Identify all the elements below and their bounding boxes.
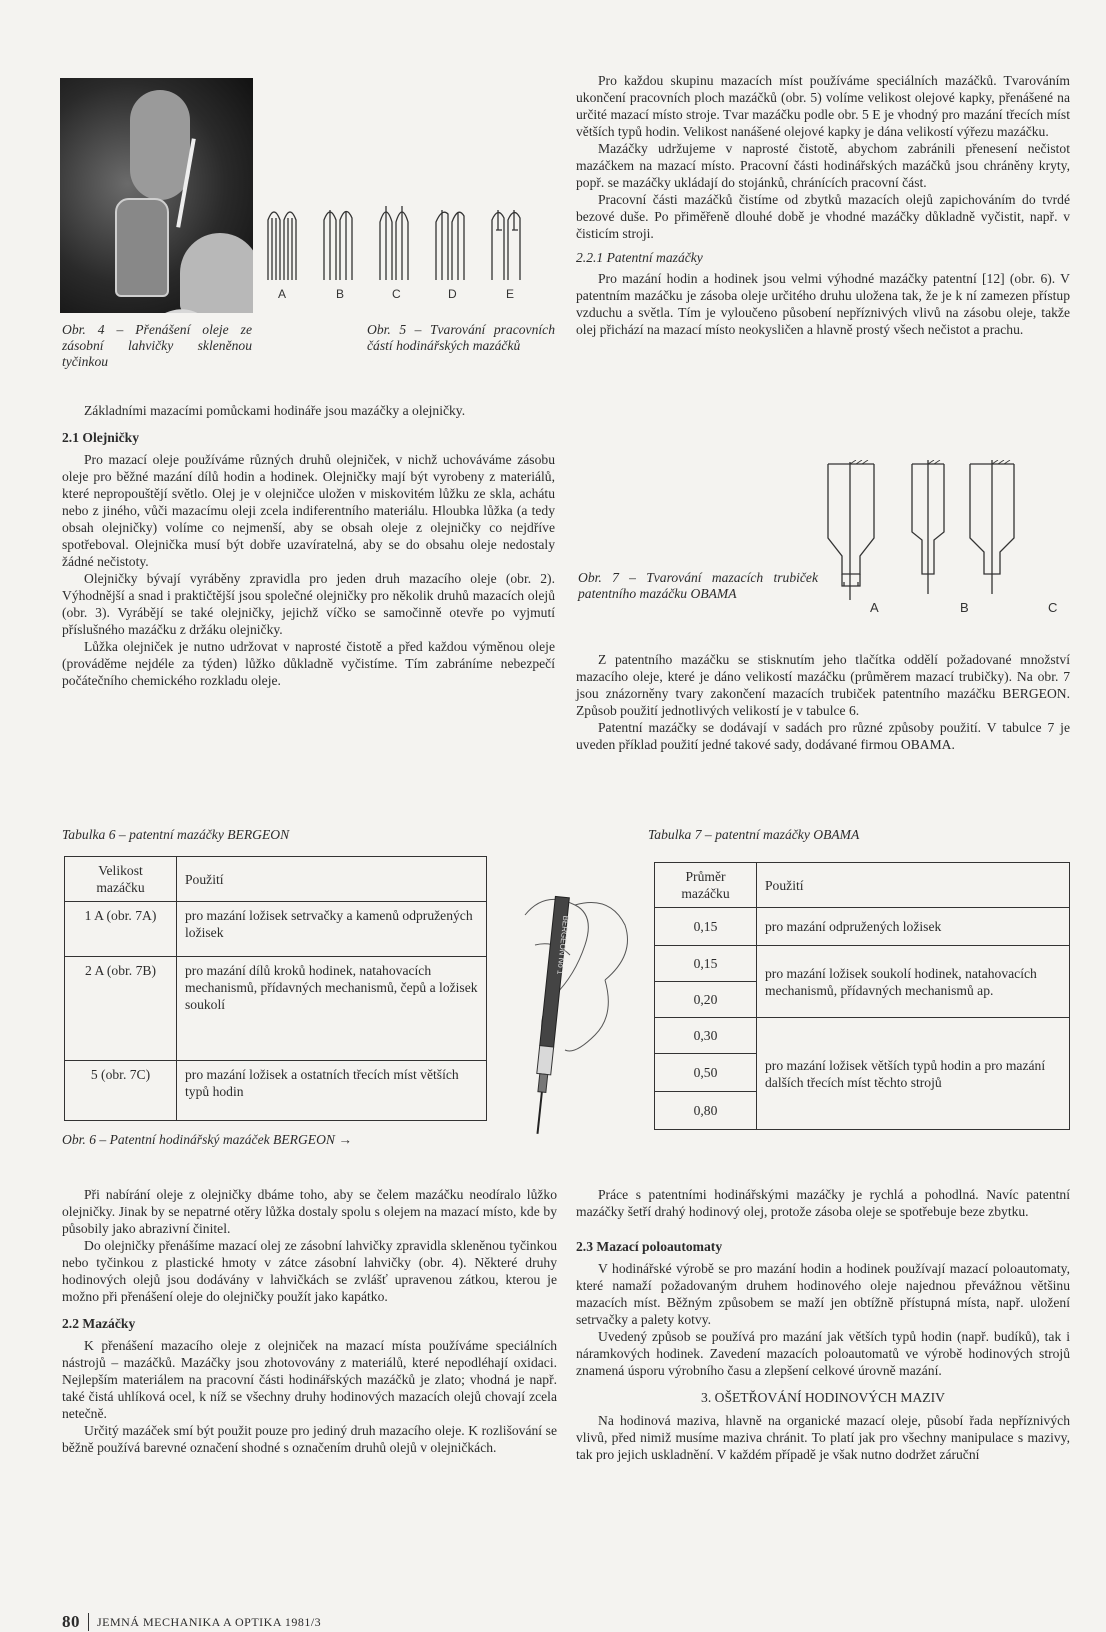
page-number: 80 [62,1612,80,1631]
fig5-caption: Obr. 5 – Tvarování pracovních částí hodinářských mazáčků [367,322,555,353]
table-cell: 0,50 [655,1054,757,1092]
paragraph: Pro mazání hodin a hodinek jsou velmi výhodné mazáčky patentní [12] (obr. 6). V patentním mazáčku je zásoba oleje určitého druhu uložena tak, že je k ní zamezen přístup vzduchu a světla. Tím je vyloučeno působení nepříznivých vlivů na zásobu oleje, takže olej přichází na mazací místo neokysličen a hlavně prostý všech nečistot a prachu. [576,271,1070,337]
table-row [65,902,487,957]
table-cell: 0,80 [655,1092,757,1130]
fig5-label-b: B [336,287,345,301]
table-cell: pro mazání ložisek větších typů hodin a pro mazání dalších třecích míst těchto strojů [757,1018,1070,1130]
fig5-drawing [262,200,557,315]
heading-2-2-1: 2.2.1 Patentní mazáčky [576,250,703,265]
paragraph: Při nabírání oleje z olejničky dbáme toho, aby se čelem mazáčku neodíralo lůžko olejničky. Jinak by se nepatrné otěry lůžka dostaly spolu s olejem na mazací místo, kde by působily jako abrazivní činitel. [62,1187,557,1236]
fig6-caption: Obr. 6 – Patentní hodinářský mazáček BERGEON → [62,1132,352,1147]
fig7-label-c: C [1048,600,1058,615]
table-row [65,957,487,1061]
fig7-caption: Obr. 7 – Tvarování mazacích trubiček patentního mazáčku OBAMA [578,570,818,601]
intro-paragraph: Základními mazacími pomůckami hodináře jsou mazáčky a olejničky. [84,403,466,418]
journal-name: JEMNÁ MECHANIKA A OPTIKA 1981/3 [97,1614,322,1629]
right-column-bottom [576,1186,1070,1463]
table-row [65,1061,487,1121]
table-cell: pro mazání ložisek setrvačky a kamenů odpružených ložisek [177,902,487,957]
fig7-label-a: A [870,600,879,615]
page-footer [62,1612,321,1632]
table-cell: 1 A (obr. 7A) [65,902,177,957]
footer-divider [88,1613,89,1631]
right-column-top [576,72,1070,338]
paragraph: Pracovní části mazáčků čistíme od zbytků mazacích olejů zapichováním do tvrdé bezové duše. Po přiměřeně dlouhé době je vhodné mazáčky důkladně vyčistit, např. v čisticím stroji. [576,192,1070,241]
table-cell: 0,15 [655,908,757,946]
heading-2-1: 2.1 Olejničky [62,430,140,445]
table7 [654,862,1070,1130]
table7-header-row [655,863,1070,908]
paragraph: Určitý mazáček smí být použit pouze pro jediný druh mazacího oleje. K rozlišování se běžně používá barevné označení shodné s označením druhů olejů v olejničkách. [62,1423,557,1455]
fig5-label-d: D [448,287,457,301]
paragraph: K přenášení mazacího oleje z olejniček na mazací místa používáme speciálních nástrojů – mazáčků. Mazáčky jsou zhotovovány z materiálů, které nepodléhají oxidaci. Nejlepším materiálem na pracovní části hodinářských mazáčků je zlato; vhodná je např. také čistá uhlíková ocel, k níž se všechny druhy hodinových mazacích olejů chovají zcela netečně. [62,1338,557,1421]
table-cell: pro mazání dílů kroků hodinek, natahovacích mechanismů, přídavných mechanismů, čepů a ložisek soukolí [177,957,487,1061]
paragraph: Uvedený způsob se používá pro mazání jak větších typů hodin (např. budíků), tak i náramkových hodinek. Zavedení mazacích poloautomatů ve výrobě hodinových strojů znamená úsporu výrobního času a zlepšení celkové úrovně mazání. [576,1329,1070,1378]
table-cell: 0,15 [655,946,757,982]
table6-header-size: Velikost mazáčku [65,857,177,902]
paragraph: Olejničky bývají vyráběny zpravidla pro jeden druh mazacího oleje (obr. 2). Výhodnější a snad i praktičtější jsou společné olejničky pro několik druhů mazacích olejů (obr. 3). Vyrábějí se také olejničky, jejichž víčko se samočinně otevře po vyjmutí příslušného mazáčku z držáku olejničky. [62,571,555,637]
paragraph: V hodinářské výrobě se pro mazání hodin a hodinek používají mazací poloautomaty, které namaží požadovaným druhem hodinového oleje najednou převážnou většinu mazacích míst. Běžným způsobem se maží jen obtížně přístupná místa, např. uložení setrvačky a palety kotvy. [576,1261,1070,1327]
paragraph: Práce s patentními hodinářskými mazáčky je rychlá a pohodlná. Navíc patentní mazáčky šetří drahý hodinový olej, protože zásoba oleje se spotřebuje beze zbytku. [576,1187,1070,1219]
fig7-label-b: B [960,600,969,615]
heading-2-3: 2.3 Mazací poloautomaty [576,1239,723,1254]
table6-header-use: Použití [177,857,487,902]
table-cell: pro mazání ložisek soukolí hodinek, natahovacích mechanismů, přídavných mechanismů ap. [757,946,1070,1018]
paragraph: Lůžka olejniček je nutno udržovat v naprosté čistotě a před každou výměnou oleje (prováděme nejdéle za týden) lůžko důkladně vyčistíme. Tím zabráníme nebezpečí počátečního chemického rozkladu oleje. [62,639,555,688]
paragraph: Z patentního mazáčku se stisknutím jeho tlačítka oddělí požadované množství mazacího oleje, které je dáno velikostí mazáčku (průměrem mazací trubičky). Na obr. 7 jsou znázorněny tvary zakončení mazacích trubiček patentního mazáčku BERGEON. Způsob použití jednotlivých velikostí je v tabulce 6. [576,652,1070,718]
table-cell: 5 (obr. 7C) [65,1061,177,1121]
paragraph: Pro každou skupinu mazacích míst používáme speciálních mazáčků. Tvarováním ukončení pracovních ploch mazáčků (obr. 5) volíme velikost olejové kapky, přenášené na určité mazací místo stroje. Tvar mazáčku podle obr. 5 E je vhodný pro mazání třecích míst větších typů hodin. Velikost nanášené olejové kapky je dána velikostí výřezu mazáčku. [576,73,1070,139]
fig5-label-e: E [506,287,515,301]
table-cell: pro mazání ložisek a ostatních třecích míst větších typů hodin [177,1061,487,1121]
table-row [655,1018,1070,1054]
table6 [64,856,487,1121]
table-row [655,946,1070,982]
fig4-photo [60,78,253,313]
heading-3: 3. OŠETŘOVÁNÍ HODINOVÝCH MAZIV [701,1390,945,1405]
table7-header-use: Použití [757,863,1070,908]
table-cell: 0,20 [655,982,757,1018]
paragraph: Na hodinová maziva, hlavně na organické mazací oleje, působí řada nepříznivých vlivů, před nimiž musíme maziva chránit. To platí jak pro všechny manipulace s mazivy, tak pro jejich uskladnění. V každém případě je však nutno dodržet záruční [576,1413,1070,1462]
fig6-pen-text: BERGEON No 1 [555,915,571,975]
table-row [655,908,1070,946]
table7-title: Tabulka 7 – patentní mazáčky OBAMA [648,827,860,842]
fig4-caption: Obr. 4 – Přenášení oleje ze zásobní lahvičky skleněnou tyčinkou [62,322,252,369]
table6-title: Tabulka 6 – patentní mazáčky BERGEON [62,827,290,842]
left-column-bottom [62,1186,557,1456]
fig6-drawing [515,885,645,1150]
heading-2-2: 2.2 Mazáčky [62,1316,136,1331]
fig5-label-c: C [392,287,401,301]
table6-header-row [65,857,487,902]
table-cell: 0,30 [655,1018,757,1054]
paragraph: Patentní mazáčky se dodávají v sadách pro různé způsoby použití. V tabulce 7 je uveden příklad použití jedné takové sady, dodávané firmou OBAMA. [576,720,1070,752]
table7-header-diameter: Průměr mazáčku [655,863,757,908]
fig7-drawing [810,460,1080,620]
fig5-label-a: A [278,287,287,301]
paragraph: Pro mazací oleje používáme různých druhů olejniček, v nichž uchováváme zásobu oleje pro běžné mazání dílů hodin a hodinek. Olejničky mají být vyrobeny z materiálů, které nepropouštějí světlo. Olej je v olejničce uložen v miskovitém lůžku ze skla, achátu nebo z jiného, vůči mazacímu oleji zcela indiferentního materiálu. Hloubka lůžka (a tedy obsah olejničky) volíme co nejmenší, aby se obsah oleje z olejničky co nejdříve spotřeboval. Olejnička musí být dobře uzavíratelná, aby se do obsahu oleje nedostaly žádné nečistoty. [62,452,555,569]
paragraph: Do olejničky přenášíme mazací olej ze zásobní lahvičky zpravidla skleněnou tyčinkou nebo tyčinkou z plastické hmoty v zátce zásobní lahvičky (obr. 4). Některé druhy hodinových olejů jsou dodávány v lahvičkách se zvlášť upravenou zátkou, kterou je možno při přenášení oleje do olejničky použít jako kapátko. [62,1238,557,1304]
left-column-top [62,402,555,689]
table-cell: 2 A (obr. 7B) [65,957,177,1061]
paragraph: Mazáčky udržujeme v naprosté čistotě, abychom zabránili přenesení nečistot mazáčkem na mazací místo. Pracovní části hodinářských mazáčků jsou chráněny kryty, popř. se mazáčky ukládají do stojánků, chránících pracovní část. [576,141,1070,190]
right-column-middle [576,651,1070,753]
table-cell: pro mazání odpružených ložisek [757,908,1070,946]
